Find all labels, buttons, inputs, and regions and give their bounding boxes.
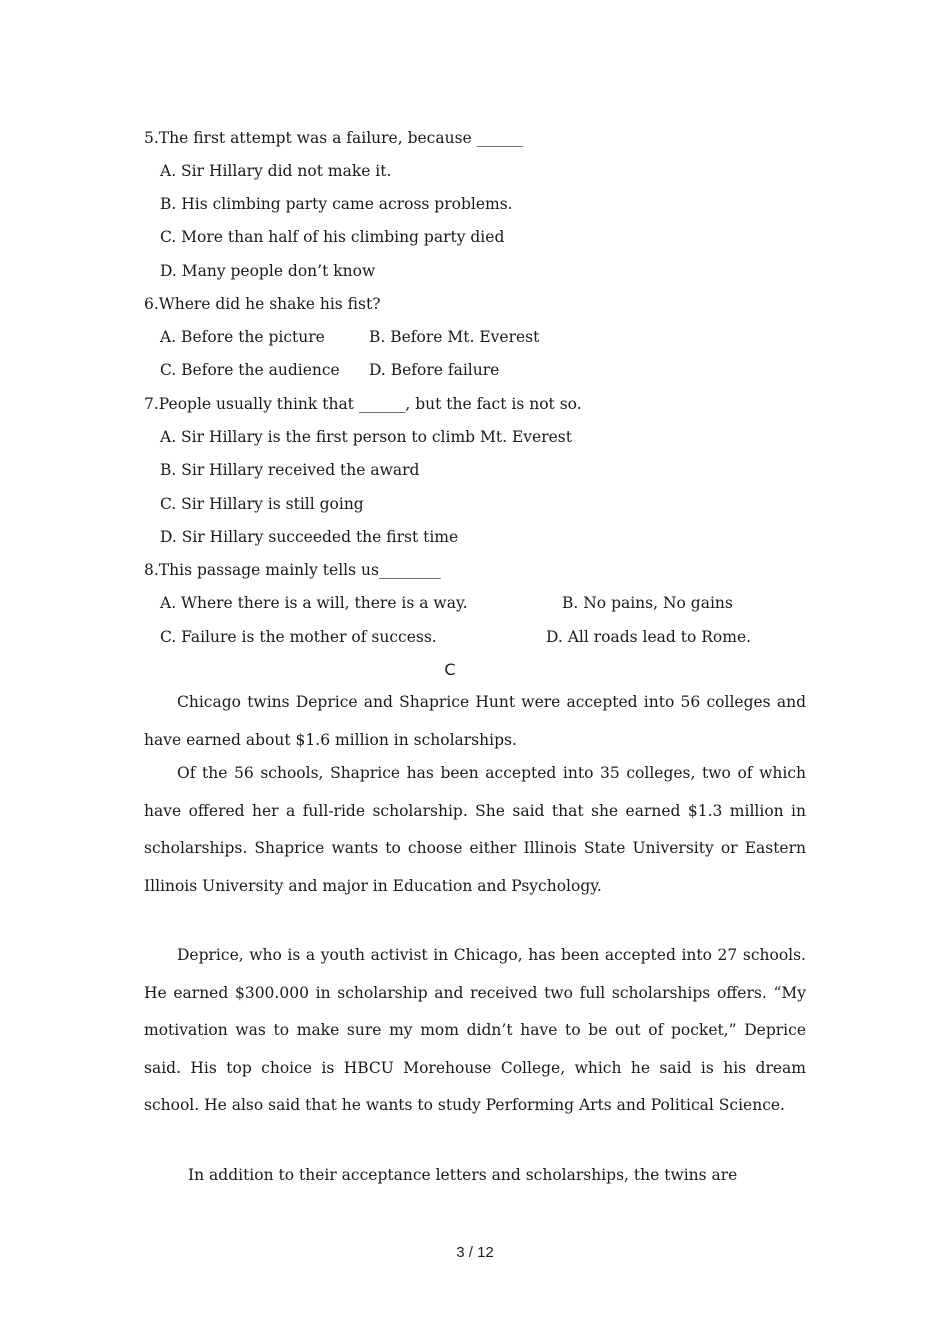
question-7-stem: 7.People usually think that ______, but the fact is not so. — [144, 395, 582, 413]
question-5-option-d: D. Many people don’t know — [160, 262, 376, 280]
question-7-option-a: A. Sir Hillary is the first person to climb Mt. Everest — [160, 428, 572, 446]
section-heading: C — [444, 660, 456, 679]
question-6-stem: 6.Where did he shake his fist? — [144, 295, 381, 313]
question-5-stem: 5.The first attempt was a failure, because ______ — [144, 129, 524, 147]
question-8-option-a: A. Where there is a will, there is a way. — [160, 594, 468, 612]
passage-paragraph-4: In addition to their acceptance letters and scholarships, the twins are — [188, 1166, 738, 1184]
question-7-option-c: C. Sir Hillary is still going — [160, 495, 364, 513]
question-5-option-b: B. His climbing party came across problems. — [160, 195, 513, 213]
question-5-option-a: A. Sir Hillary did not make it. — [160, 162, 392, 180]
question-7-option-b: B. Sir Hillary received the award — [160, 461, 420, 479]
question-8-option-b: B. No pains, No gains — [562, 594, 733, 612]
passage-paragraph-1: Chicago twins Deprice and Shaprice Hunt were accepted into 56 colleges and have earned about $1.6 million in scholarships. — [144, 693, 806, 749]
question-5-option-c: C. More than half of his climbing party died — [160, 228, 505, 246]
question-8-option-c: C. Failure is the mother of success. — [160, 628, 437, 646]
question-7-option-d: D. Sir Hillary succeeded the first time — [160, 528, 459, 546]
question-6-option-c: C. Before the audience — [160, 361, 340, 379]
question-8-option-d: D. All roads lead to Rome. — [546, 628, 752, 646]
passage-paragraph-3: Deprice, who is a youth activist in Chicago, has been accepted into 27 schools. He earned $300.000 in scholarship and received two full scholarships offers. “My motivation was to make sure my mom didn’t have to be out of pocket,” Deprice said. His top choice is HBCU Morehouse College, which he said is his dream school. He also said that he wants to study Performing Arts and Political Science. — [144, 946, 806, 1114]
page-number: 3 / 12 — [456, 1244, 494, 1261]
question-8-stem: 8.This passage mainly tells us________ — [144, 561, 441, 579]
question-6-option-b: B. Before Mt. Everest — [369, 328, 540, 346]
question-6-option-a: A. Before the picture — [160, 328, 325, 346]
passage-paragraph-2: Of the 56 schools, Shaprice has been accepted into 35 colleges, two of which have offered her a full-ride scholarship. She said that she earned $1.3 million in scholarships. Shaprice wants to choose either Illinois State University or Eastern Illinois University and major in Education and Psychology. — [144, 764, 806, 895]
question-6-option-d: D. Before failure — [369, 361, 500, 379]
